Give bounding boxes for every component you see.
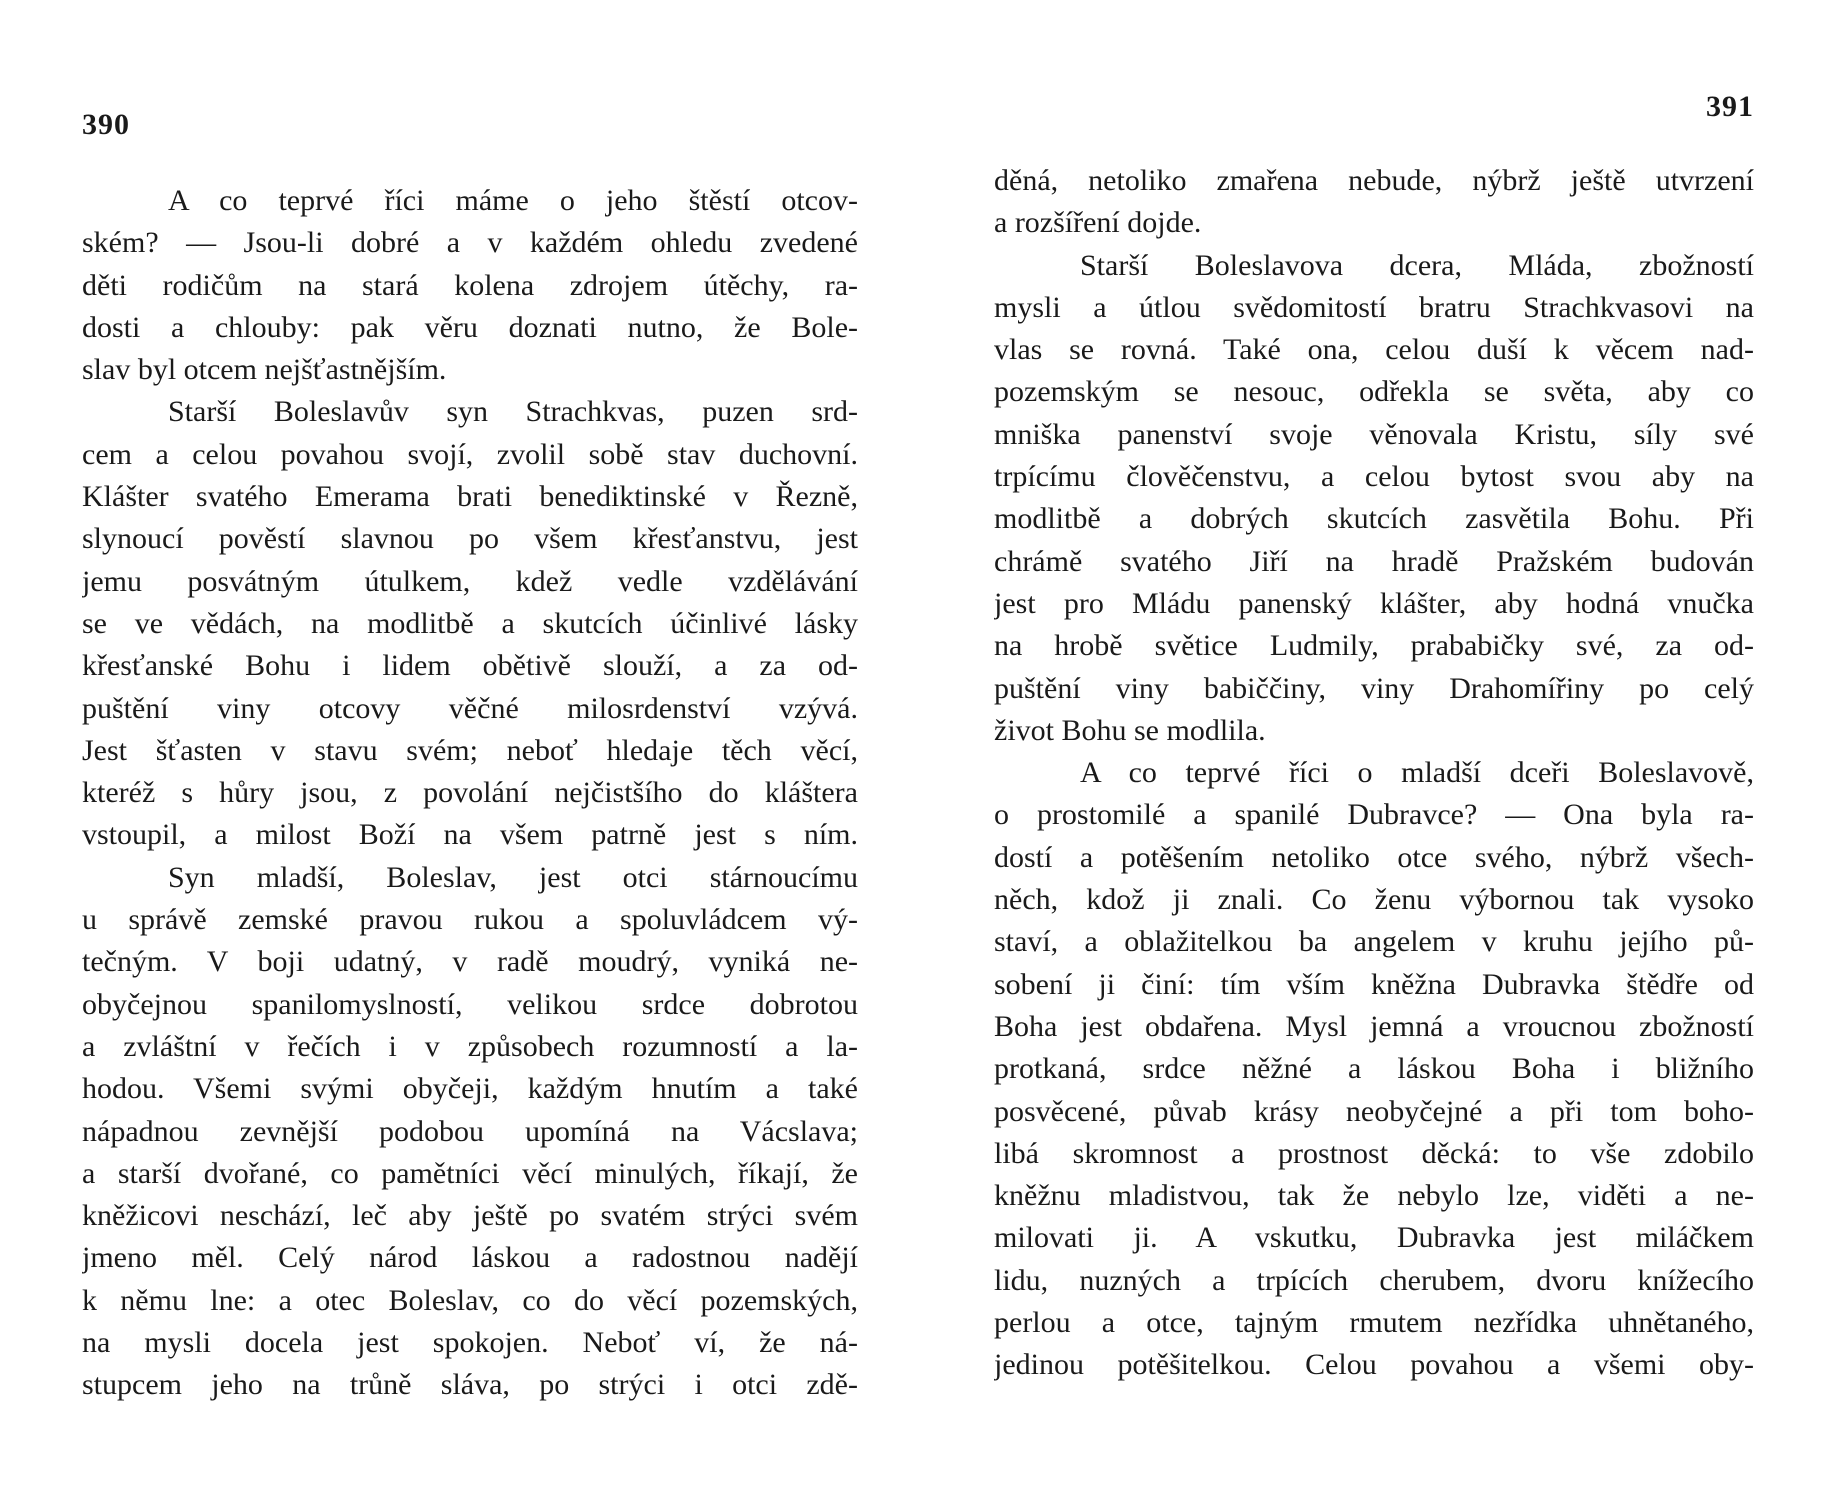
text-line: posvěcené, půvab krásy neobyčejné a při tom boho- — [994, 1094, 1754, 1128]
text-line: Starší Boleslavova dcera, Mláda, zbožností — [1080, 248, 1754, 282]
text-line: Boha jest obdařena. Mysl jemná a vroucnou zbožností — [994, 1009, 1754, 1043]
text-line: milovati ji. A vskutku, Dubravka jest miláčkem — [994, 1221, 1754, 1255]
text-line: tečným. V boji udatný, v radě moudrý, vyniká ne- — [82, 945, 858, 979]
page-number: 390 — [82, 108, 130, 141]
text-line: jmeno měl. Celý národ láskou a radostnou nadějí — [82, 1241, 858, 1275]
text-line: pozemským se nesouc, odřekla se světa, aby co — [994, 375, 1754, 409]
text-line: stupcem jeho na trůně sláva, po strýci i otci zdě- — [82, 1368, 858, 1402]
text-line: život Bohu se modlila. — [994, 713, 1266, 747]
text-line: A co teprvé říci máme o jeho štěstí otcov- — [168, 184, 858, 217]
text-line: na hrobě světice Ludmily, prababičky své, za od- — [994, 629, 1754, 663]
text-line: Klášter svatého Emerama brati benediktinské v Řezně, — [82, 480, 858, 514]
text-line: chrámě svatého Jiří na hradě Pražském budován — [994, 544, 1754, 578]
text-line: k němu lne: a otec Boleslav, co do věcí pozemských, — [82, 1283, 858, 1317]
text-line: kněžnu mladistvou, tak že nebylo lze, viděti a ne- — [994, 1179, 1754, 1213]
text-line: na mysli docela jest spokojen. Neboť ví, že ná- — [82, 1326, 858, 1360]
text-line: vlas se rovná. Také ona, celou duší k věcem nad- — [994, 333, 1754, 367]
text-line: puštění viny otcovy věčné milosrdenství vzývá. — [82, 691, 858, 725]
text-line: ském? — Jsou-li dobré a v každém ohledu zvedené — [82, 226, 858, 260]
text-line: perlou a otce, tajným rmutem nezřídka uhnětaného, — [994, 1306, 1754, 1340]
text-line: obyčejnou spanilomyslností, velikou srdce dobrotou — [82, 987, 858, 1021]
text-line: jest pro Mládu panenský klášter, aby hodná vnučka — [994, 586, 1754, 620]
right-page — [994, 0, 1754, 1500]
text-line: děti rodičům na stará kolena zdrojem útěchy, ra- — [82, 268, 858, 302]
text-line: modlitbě a dobrých skutcích zasvětila Bohu. Při — [994, 502, 1754, 536]
text-line: cem a celou povahou svojí, zvolil sobě stav duchovní. — [82, 437, 858, 471]
text-line: jedinou potěšitelkou. Celou povahou a všemi oby- — [994, 1348, 1754, 1382]
text-line: Starší Boleslavův syn Strachkvas, puzen srd- — [168, 395, 858, 429]
text-line: křesťanské Bohu i lidem obětivě slouží, a za od- — [82, 649, 858, 683]
text-line: puštění viny babiččiny, viny Drahomířiny po celý — [994, 671, 1754, 705]
text-line: jemu posvátným útulkem, kdež vedle vzdělávání — [82, 564, 858, 598]
text-line: dostí a potěšením netoliko otce svého, nýbrž všech- — [994, 840, 1754, 874]
text-line: děná, netoliko zmařena nebude, nýbrž ještě utvrzení — [994, 164, 1754, 197]
text-line: u správě zemské pravou rukou a spoluvládcem vý- — [82, 903, 858, 937]
left-page — [82, 0, 858, 1500]
text-line: slynoucí pověstí slavnou po všem křesťanstvu, jest — [82, 522, 858, 556]
text-line: Jest šťasten v stavu svém; neboť hledaje těch věcí, — [82, 733, 858, 767]
text-line: Syn mladší, Boleslav, jest otci stárnoucímu — [168, 860, 858, 894]
text-line: a starší dvořané, co pamětníci věcí minulých, říkají, že — [82, 1156, 858, 1190]
text-line: slav byl otcem nejšťastnějším. — [82, 353, 447, 387]
text-line: o prostomilé a spanilé Dubravce? — Ona byla ra- — [994, 798, 1754, 832]
text-line: trpícímu člověčenstvu, a celou bytost svou aby na — [994, 460, 1754, 494]
text-line: něch, kdož ji znali. Co ženu výbornou tak vysoko — [994, 883, 1754, 917]
text-line: mniška panenství svoje věnovala Kristu, síly své — [994, 417, 1754, 451]
text-line: hodou. Všemi svými obyčeji, každým hnutím a také — [82, 1072, 858, 1106]
text-line: mysli a útlou svědomitostí bratru Strachkvasovi na — [994, 290, 1754, 324]
text-line: dosti a chlouby: pak věru doznati nutno, že Bole- — [82, 310, 858, 344]
text-line: vstoupil, a milost Boží na všem patrně jest s ním. — [82, 818, 858, 852]
text-line: sobení ji činí: tím vším kněžna Dubravka štědře od — [994, 967, 1754, 1001]
text-line: a zvláštní v řečích i v způsobech rozumností a la- — [82, 1029, 858, 1063]
text-line: lidu, nuzných a trpících cherubem, dvoru knížecího — [994, 1263, 1754, 1297]
page-text — [994, 160, 1754, 1387]
text-line: se ve vědách, na modlitbě a skutcích účinlivé lásky — [82, 606, 858, 640]
page-number: 391 — [1706, 90, 1754, 123]
text-line: libá skromnost a prostnost děcká: to vše zdobilo — [994, 1136, 1754, 1170]
text-line: protkaná, srdce něžné a láskou Boha i bližního — [994, 1052, 1754, 1086]
text-line: a rozšíření dojde. — [994, 206, 1202, 240]
text-line: kteréž s hůry jsou, z povolání nejčistšího do kláštera — [82, 776, 858, 810]
text-line: nápadnou zevnější podobou upomíná na Vácslava; — [82, 1114, 858, 1148]
text-line: kněžicovi neschází, leč aby ještě po svatém strýci svém — [82, 1199, 858, 1233]
text-line: A co teprvé říci o mladší dceři Boleslavově, — [1080, 756, 1754, 790]
page-text — [82, 180, 858, 1407]
text-line: staví, a oblažitelkou ba angelem v kruhu jejího pů- — [994, 925, 1754, 959]
